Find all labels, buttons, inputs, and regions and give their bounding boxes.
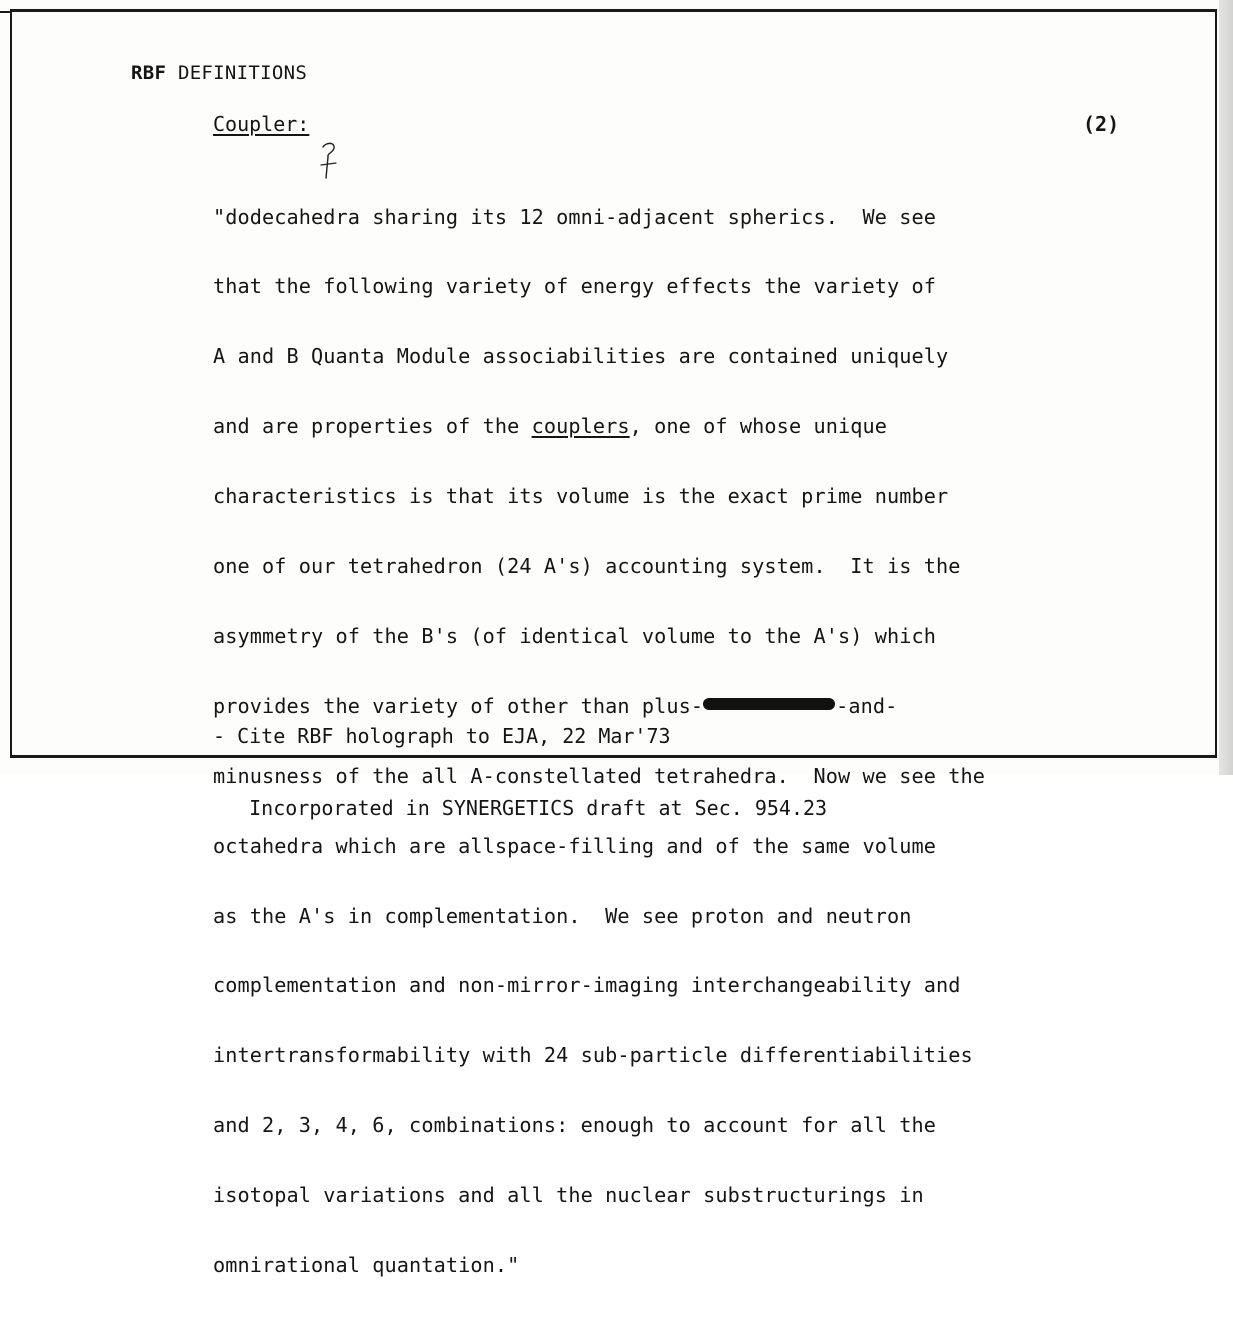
body-line: asymmetry of the B's (of identical volume to the A's) which [213,623,936,648]
heading-prefix: RBF [131,62,167,84]
heading-title: DEFINITIONS [166,62,308,84]
body-line: intertransformability with 24 sub-particle differentiabilities [213,1043,973,1068]
incorporation-note: Incorporated in SYNERGETICS draft at Sec. 954.23 [213,796,828,820]
body-line: omnirational quantation." [213,1252,520,1277]
body-line: octahedra which are allspace-filling and of the same volume [213,833,936,858]
body-line [213,415,985,438]
body-text-run: and are properties of the [213,414,532,439]
scan-edge-shade [1219,0,1233,775]
body-line: that the following variety of energy effects the variety of [213,274,936,299]
body-line: isotopal variations and all the nuclear substructurings in [213,1183,924,1208]
term-heading: Coupler: [213,112,310,136]
body-line: as the A's in complementation. We see proton and neutron [213,903,912,928]
body-text-run: provides the variety of other than plus- [213,693,704,718]
body-line: and 2, 3, 4, 6, combinations: enough to account for all the [213,1113,936,1138]
body-text-run: -and- [836,693,898,718]
body-line: A and B Quanta Module associabilities are contained uniquely [213,344,949,369]
body-line: characteristics is that its volume is the exact prime number [213,484,949,509]
couplers-term: couplers [531,414,630,439]
body-line: minusness of the all A-constellated tetrahedra. Now we see the [213,763,985,788]
citation-block [213,676,827,868]
body-line: one of our tetrahedron (24 A's) accounting system. It is the [213,554,961,579]
page-number: (2) [1083,112,1120,136]
citation-line: - Cite RBF holograph to EJA, 22 Mar'73 [213,724,671,748]
body-line: complementation and non-mirror-imaging interchangeability and [213,973,961,998]
document-heading [131,62,307,84]
body-line: "dodecahedra sharing its 12 omni-adjacent spherics. We see [213,204,936,229]
body-text-run: , one of whose unique [629,414,887,439]
